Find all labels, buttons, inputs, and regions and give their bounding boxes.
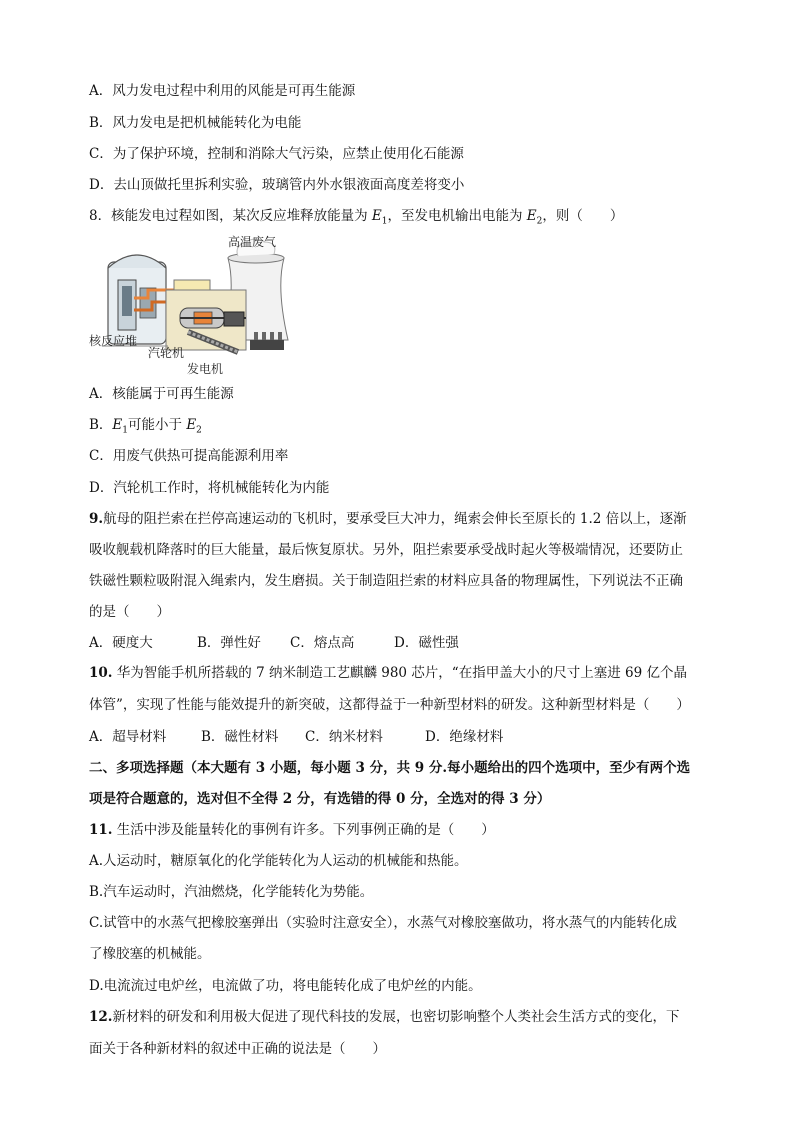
q9-options (89, 634, 459, 652)
q9-option-b: B．弹性好 (197, 635, 261, 651)
symbol-e1: E (112, 417, 123, 433)
q9-option-c: C．熔点高 (290, 635, 355, 651)
subscript: 2 (196, 425, 202, 436)
q10-option-c: C．纳米材料 (305, 729, 383, 745)
q9-text: 航母的阻拦索在拦停高速运动的飞机时，要承受巨大冲力，绳索会伸长至原长的 1.2 倍以上，逐渐 (103, 511, 687, 527)
q8-stem-part: 8．核能发电过程如图，某次反应堆释放能量为 (89, 208, 372, 224)
q7-option-b: B．风力发电是把机械能转化为电能 (89, 115, 302, 131)
subscript: 1 (122, 425, 129, 436)
section-2-heading: 二、多项选择题（本大题有 3 小题，每小题 3 分，共 9 分.每小题给出的四个选项中，至少有两个选 (89, 760, 691, 776)
nuclear-power-diagram (88, 228, 298, 376)
q8-option-b (89, 416, 709, 440)
q10-options (89, 728, 503, 746)
symbol-e1: E (371, 208, 382, 224)
q11-text: 生活中涉及能量转化的事例有许多。下列事例正确的是（ ） (112, 822, 495, 838)
question-number: 10. (89, 665, 113, 681)
label-exhaust: 高温废气 (228, 235, 277, 249)
q8-stem-part: ，至发电机输出电能为 (387, 208, 527, 224)
q9-line-4: 的是（ ） (89, 604, 170, 620)
q9-line-2: 吸收舰载机降落时的巨大能量，最后恢复原状。另外，阻拦索要承受战时起火等极端情况，还要防止 (89, 542, 683, 558)
q8-option-c: C．用废气供热可提高能源利用率 (89, 448, 289, 464)
section-2-heading-cont: 项是符合题意的，选对但不全得 2 分，有选错的得 0 分，全选对的得 3 分） (89, 791, 551, 807)
q12-line-1 (89, 1008, 709, 1026)
q10-line-2: 体管”，实现了性能与能效提升的新突破，这都得益于一种新型材料的研发。这种新型材料是（ ） (89, 697, 690, 713)
q12-text: 新材料的研发和利用极大促进了现代科技的发展，也密切影响整个人类社会生活方式的变化，下 (112, 1009, 680, 1025)
nuclear-power-illustration (88, 228, 298, 376)
label-generator: 发电机 (187, 362, 224, 376)
option-prefix: B． (89, 417, 113, 433)
q11-option-d: D.电流流过电炉丝，电流做了功，将电能转化成了电炉丝的内能。 (89, 978, 482, 994)
subscript: 1 (381, 216, 388, 227)
q11-option-c: C.试管中的水蒸气把橡胶塞弹出（实验时注意安全），水蒸气对橡胶塞做功，将水蒸气的内能转化成 (89, 915, 677, 931)
label-turbine: 汽轮机 (148, 346, 185, 360)
q8-option-d: D．汽轮机工作时，将机械能转化为内能 (89, 480, 330, 496)
q7-option-c: C．为了保护环境，控制和消除大气污染，应禁止使用化石能源 (89, 146, 464, 162)
q11-stem (89, 821, 709, 839)
q11-option-c-cont: 了橡胶塞的机械能。 (89, 946, 211, 962)
label-reactor: 核反应堆 (89, 334, 138, 348)
q7-option-a: A．风力发电过程中利用的风能是可再生能源 (89, 83, 356, 99)
symbol-e2: E (526, 208, 537, 224)
symbol-e2: E (186, 417, 197, 433)
q7-option-d: D．去山顶做托里拆利实验，玻璃管内外水银液面高度差将变小 (89, 177, 465, 193)
q9-line-3: 铁磁性颗粒吸附混入绳索内，发生磨损。关于制造阻拦索的材料应具备的物理属性，下列说法不正确 (89, 573, 683, 589)
q8-stem-part: ，则（ ） (542, 208, 624, 224)
q12-line-2: 面关于各种新材料的叙述中正确的说法是（ ） (89, 1041, 386, 1057)
q10-line-1 (89, 664, 709, 682)
q10-option-b: B．磁性材料 (201, 729, 279, 745)
q9-option-d: D．磁性强 (394, 635, 459, 651)
q8-option-a: A．核能属于可再生能源 (89, 386, 234, 402)
question-number: 11. (89, 822, 113, 838)
q11-option-a: A.人运动时，糖原氧化的化学能转化为人运动的机械能和热能。 (89, 853, 468, 869)
q9-option-a: A．硬度大 (89, 635, 153, 651)
q9-line-1 (89, 510, 709, 528)
q10-option-d: D．绝缘材料 (425, 729, 504, 745)
q11-option-b: B.汽车运动时，汽油燃烧，化学能转化为势能。 (89, 884, 374, 900)
question-number: 9. (89, 511, 104, 527)
option-text: 可能小于 (128, 417, 187, 433)
subscript: 2 (536, 216, 543, 227)
question-number: 12. (89, 1009, 113, 1025)
q10-option-a: A．超导材料 (89, 729, 167, 745)
q10-text: 华为智能手机所搭载的 7 纳米制造工艺麒麟 980 芯片，“在指甲盖大小的尺寸上塞进 69 亿个晶 (112, 665, 687, 681)
